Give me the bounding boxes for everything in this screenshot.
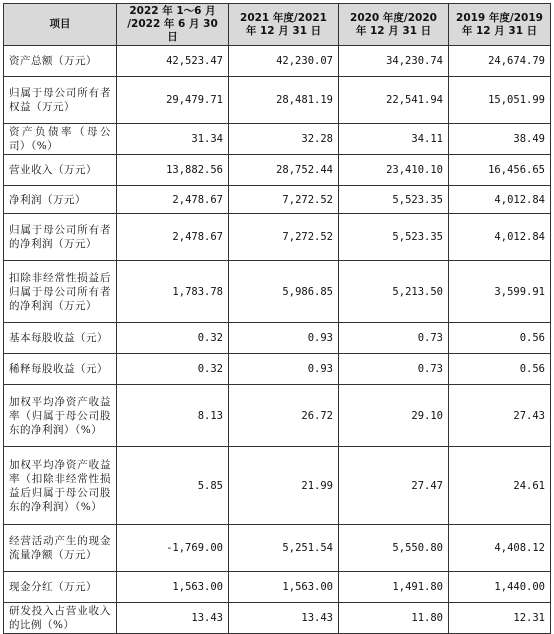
row-label: 研发投入占营业收入的比例（%） [4,603,117,634]
row-label: 基本每股收益（元） [4,323,117,354]
cell-value: 0.93 [229,323,339,354]
table-header [4,4,551,46]
cell-value: 5.85 [117,447,229,525]
cell-value: 0.93 [229,354,339,385]
cell-value: 24.61 [449,447,551,525]
table-row [4,186,551,214]
row-label: 扣除非经常性损益后归属于母公司所有者的净利润（万元） [4,261,117,323]
cell-value: 42,230.07 [229,46,339,77]
header-2022h1: 2022 年 1～6 月 /2022 年 6 月 30 日 [117,4,229,46]
cell-value: 38.49 [449,124,551,155]
cell-value: 1,783.78 [117,261,229,323]
cell-value: 5,523.35 [339,214,449,261]
cell-value: 7,272.52 [229,186,339,214]
header-2019: 2019 年度/2019 年 12 月 31 日 [449,4,551,46]
cell-value: -1,769.00 [117,525,229,572]
cell-value: 29,479.71 [117,77,229,124]
cell-value: 26.72 [229,385,339,447]
cell-value: 0.32 [117,323,229,354]
cell-value: 34,230.74 [339,46,449,77]
cell-value: 0.56 [449,323,551,354]
cell-value: 5,523.35 [339,186,449,214]
row-label: 资产负债率（母公司）（%） [4,124,117,155]
row-label: 资产总额（万元） [4,46,117,77]
cell-value: 29.10 [339,385,449,447]
header-item: 项目 [4,4,117,46]
table-row [4,525,551,572]
cell-value: 2,478.67 [117,186,229,214]
cell-value: 3,599.91 [449,261,551,323]
cell-value: 24,674.79 [449,46,551,77]
row-label: 营业收入（万元） [4,155,117,186]
cell-value: 1,563.00 [117,572,229,603]
financial-data-table [3,3,551,634]
table-row [4,214,551,261]
table-row [4,447,551,525]
cell-value: 16,456.65 [449,155,551,186]
cell-value: 13.43 [117,603,229,634]
cell-value: 4,012.84 [449,214,551,261]
row-label: 现金分红（万元） [4,572,117,603]
cell-value: 5,213.50 [339,261,449,323]
cell-value: 12.31 [449,603,551,634]
cell-value: 28,752.44 [229,155,339,186]
cell-value: 5,251.54 [229,525,339,572]
row-label: 净利润（万元） [4,186,117,214]
header-2021: 2021 年度/2021 年 12 月 31 日 [229,4,339,46]
table-row [4,46,551,77]
cell-value: 13.43 [229,603,339,634]
cell-value: 4,012.84 [449,186,551,214]
cell-value: 5,986.85 [229,261,339,323]
table-row [4,385,551,447]
cell-value: 1,491.80 [339,572,449,603]
table-row [4,261,551,323]
cell-value: 1,440.00 [449,572,551,603]
table-row [4,572,551,603]
cell-value: 1,563.00 [229,572,339,603]
cell-value: 4,408.12 [449,525,551,572]
cell-value: 23,410.10 [339,155,449,186]
row-label: 经营活动产生的现金流量净额（万元） [4,525,117,572]
table-row [4,354,551,385]
table-row [4,155,551,186]
cell-value: 2,478.67 [117,214,229,261]
table-row [4,77,551,124]
cell-value: 22,541.94 [339,77,449,124]
cell-value: 42,523.47 [117,46,229,77]
row-label: 加权平均净资产收益率（归属于母公司股东的净利润）（%） [4,385,117,447]
cell-value: 7,272.52 [229,214,339,261]
row-label: 加权平均净资产收益率（扣除非经常性损益后归属于母公司股东的净利润）（%） [4,447,117,525]
cell-value: 27.43 [449,385,551,447]
cell-value: 32.28 [229,124,339,155]
cell-value: 28,481.19 [229,77,339,124]
cell-value: 27.47 [339,447,449,525]
table-row [4,323,551,354]
cell-value: 8.13 [117,385,229,447]
cell-value: 21.99 [229,447,339,525]
cell-value: 0.73 [339,354,449,385]
row-label: 稀释每股收益（元） [4,354,117,385]
cell-value: 34.11 [339,124,449,155]
header-2020: 2020 年度/2020 年 12 月 31 日 [339,4,449,46]
cell-value: 15,051.99 [449,77,551,124]
table-row [4,603,551,634]
cell-value: 11.80 [339,603,449,634]
cell-value: 0.56 [449,354,551,385]
row-label: 归属于母公司所有者的净利润（万元） [4,214,117,261]
row-label: 归属于母公司所有者权益（万元） [4,77,117,124]
table-row [4,124,551,155]
cell-value: 5,550.80 [339,525,449,572]
cell-value: 13,882.56 [117,155,229,186]
cell-value: 0.73 [339,323,449,354]
cell-value: 31.34 [117,124,229,155]
cell-value: 0.32 [117,354,229,385]
